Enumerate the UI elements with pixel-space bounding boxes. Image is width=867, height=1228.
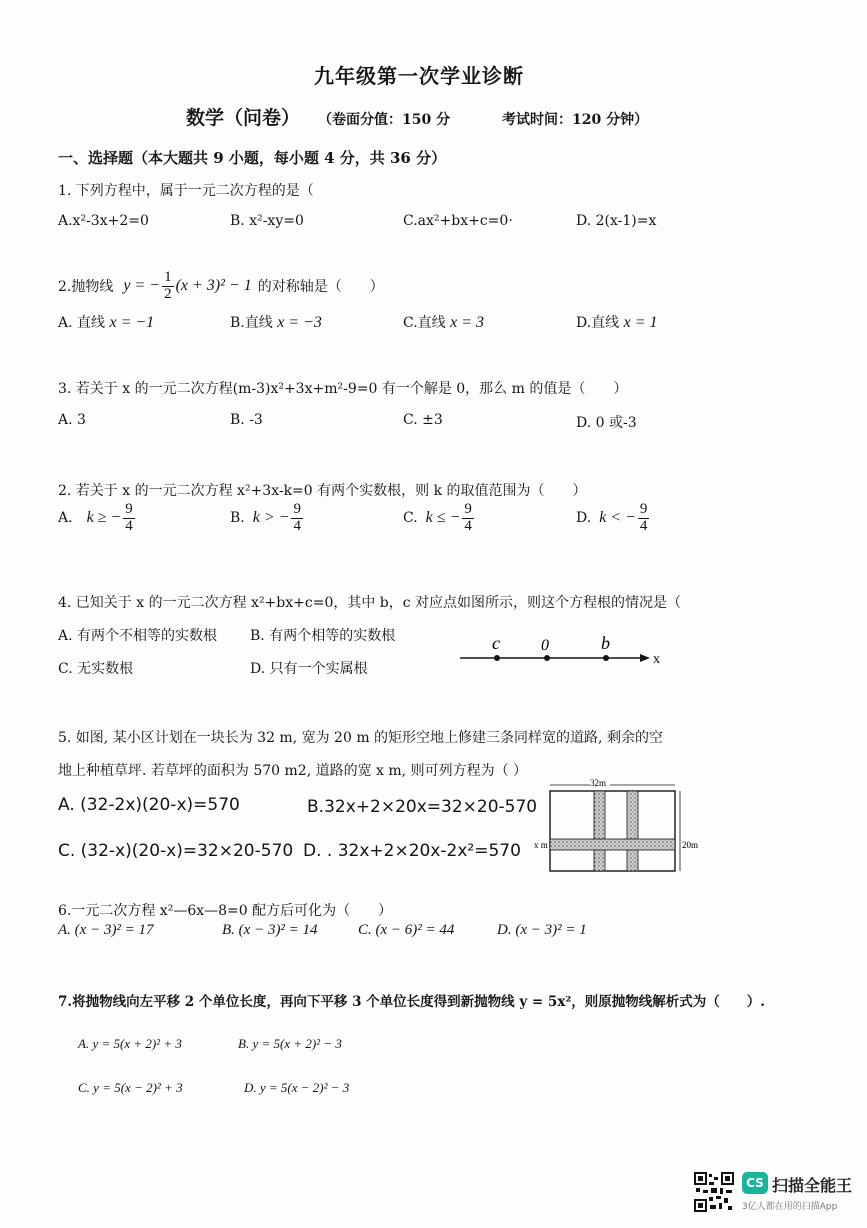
q7-option-d: D. y = 5(x − 2)² − 3	[244, 1080, 350, 1095]
section-heading: 一、选择题（本大题共 9 小题，每小题 4 分，共 36 分）	[58, 149, 447, 167]
q1-option-b: B. x²-xy=0	[230, 213, 304, 229]
q2-eq-left: y = −	[123, 277, 161, 295]
figure-label-32m: 32m	[590, 778, 607, 788]
question-5-stem-line1: 5. 如图, 某小区计划在一块长为 32 m, 宽为 20 m 的矩形空地上修建三条同样宽的道路, 剩余的空	[58, 730, 663, 746]
q5-option-a: A. (32-2x)(20-x)=570	[58, 795, 240, 815]
q6-option-c: C. (x − 6)² = 44	[358, 922, 455, 938]
q3-option-d: D. 0 或-3	[576, 415, 637, 431]
qk-option-a: A. k ≥ − $\frac{9}{4}$	[58, 501, 133, 534]
q7-option-a: A. y = 5(x + 2)² + 3	[78, 1036, 182, 1051]
q2-prefix: 2.抛物线	[58, 279, 114, 296]
exam-time: 考试时间：120 分钟）	[502, 112, 649, 128]
q5-option-b: B.32x+2×20x=32×20-570	[307, 797, 538, 817]
q2-option-a: A. 直线 x = −1	[58, 314, 155, 331]
q6-option-b: B. (x − 3)² = 14	[222, 922, 318, 938]
qk-option-d: D. k < − $\frac{9}{4}$	[576, 501, 648, 534]
q4-option-d: D. 只有一个实属根	[250, 661, 368, 677]
q5-option-c: C. (32-x)(20-x)=32×20-570	[58, 841, 294, 861]
q6-option-d: D. (x − 3)² = 1	[497, 922, 587, 938]
qk-option-b: B. k > − $\frac{9}{4}$	[230, 501, 301, 534]
q7-option-c: C. y = 5(x − 2)² + 3	[78, 1080, 183, 1095]
camscanner-logo-icon: CS	[742, 1172, 768, 1194]
q4-option-a: A. 有两个不相等的实数根	[58, 628, 218, 644]
number-line-figure	[455, 628, 675, 676]
q2-eq-right: (x + 3)² − 1	[175, 277, 252, 295]
exam-subject: 数学（问卷）	[186, 107, 301, 129]
q4-option-b: B. 有两个相等的实数根	[250, 628, 396, 644]
q3-option-b: B. -3	[230, 412, 263, 428]
exam-title: 九年级第一次学业诊断	[314, 64, 524, 88]
exam-score: （卷面分值：150 分	[318, 112, 451, 128]
numberline-axis-x: x	[653, 652, 660, 667]
q6-option-a: A. (x − 3)² = 17	[58, 922, 154, 938]
question-6-stem: 6.一元二次方程 x²—6x—8=0 配方后可化为（ ）	[58, 903, 393, 919]
q4-option-c: C. 无实数根	[58, 661, 134, 677]
watermark-app-name: 扫描全能王	[772, 1176, 853, 1195]
question-k-stem: 2. 若关于 x 的一元二次方程 x²+3x-k=0 有两个实数根，则 k 的取值范围为（ ）	[58, 483, 587, 499]
q3-option-a: A. 3	[58, 412, 86, 428]
q5-option-d: D. . 32x+2×20x-2x²=570	[303, 841, 521, 861]
q2-option-b: B.直线 x = −3	[230, 314, 322, 331]
question-4-stem: 4. 已知关于 x 的一元二次方程 x²+bx+c=0，其中 b，c 对应点如图所示，则这个方程根的情况是（	[58, 595, 682, 611]
figure-label-xm: x m	[534, 840, 548, 850]
numberline-label-c: c	[492, 633, 500, 653]
q2-option-c: C.直线 x = 3	[403, 314, 485, 331]
numberline-label-0: 0	[541, 637, 549, 654]
watermark-tagline: 3亿人都在用的扫描App	[742, 1202, 838, 1212]
question-3-stem: 3. 若关于 x 的一元二次方程(m-3)x²+3x+m²-9=0 有一个解是 0，那么 m 的值是（ ）	[58, 381, 628, 397]
q1-option-c: C.ax²+bx+c=0·	[403, 213, 513, 229]
road-plan-figure	[530, 777, 710, 877]
question-5-stem-line2: 地上种植草坪. 若草坪的面积为 570 m2, 道路的宽 x m, 则可列方程为（ ）	[58, 763, 528, 779]
question-1-stem: 1. 下列方程中，属于一元二次方程的是（	[58, 183, 314, 199]
question-2-stem	[58, 270, 384, 303]
q2-option-d: D.直线 x = 1	[576, 314, 658, 331]
figure-label-20m: 20m	[682, 840, 699, 850]
q1-option-a: A.x²-3x+2=0	[58, 213, 149, 229]
numberline-label-b: b	[601, 633, 610, 653]
q2-suffix: 的对称轴是（ ）	[257, 279, 384, 296]
q3-option-c: C. ±3	[403, 412, 443, 428]
q7-option-b: B. y = 5(x + 2)² − 3	[238, 1036, 342, 1051]
q2-fraction: $\frac{1}{2}$	[164, 269, 172, 302]
question-7-stem: 7.将抛物线向左平移 2 个单位长度，再向下平移 3 个单位长度得到新抛物线 y = 5x²，则原抛物线解析式为（ ）.	[58, 994, 765, 1010]
qr-code-icon	[694, 1172, 734, 1212]
qk-option-c: C. k ≤ − $\frac{9}{4}$	[403, 501, 472, 534]
q1-option-d: D. 2(x-1)=x	[576, 213, 657, 229]
